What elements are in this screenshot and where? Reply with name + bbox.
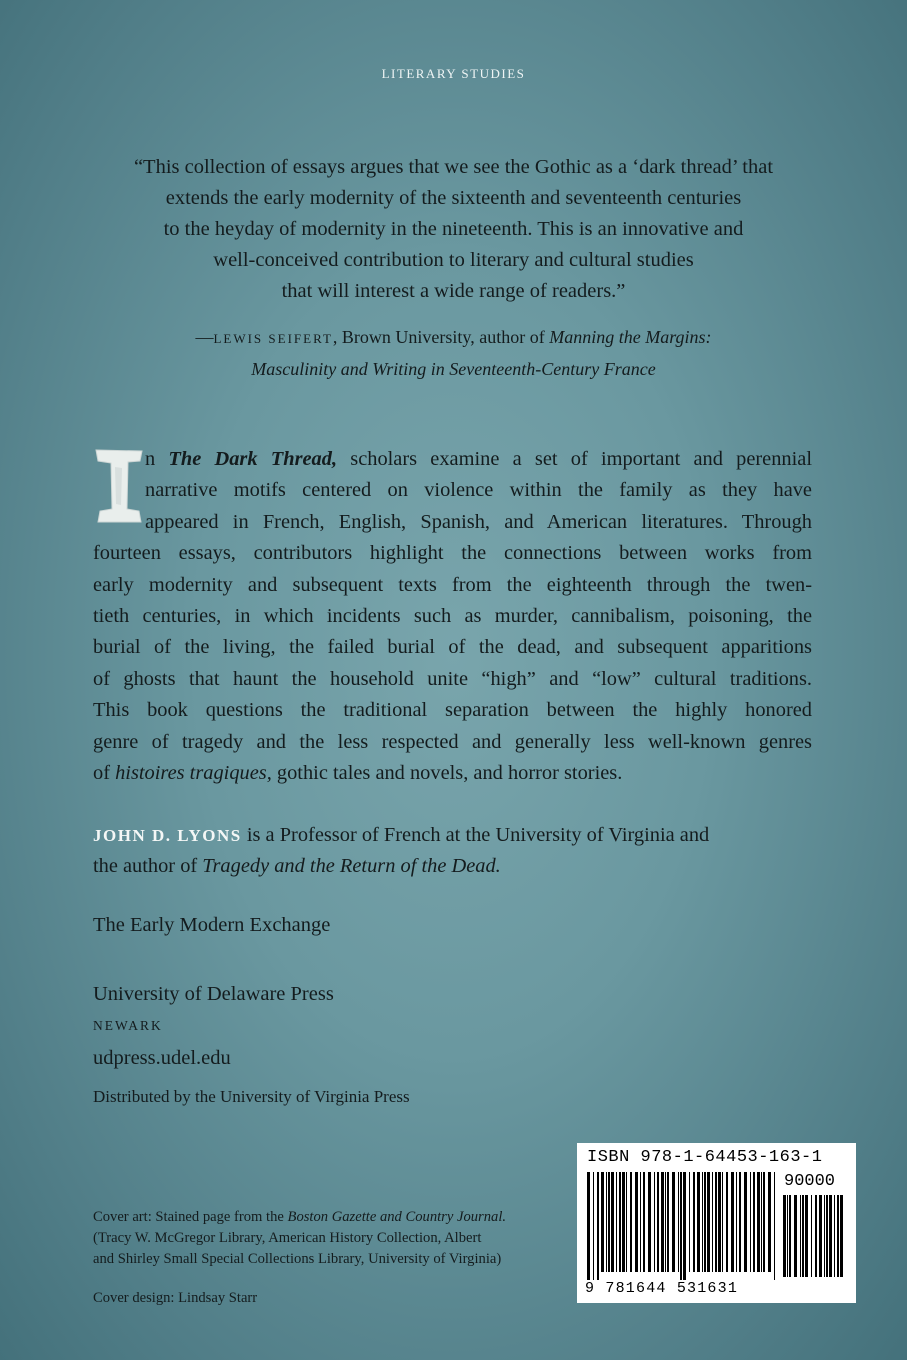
barcode-bar	[654, 1172, 655, 1272]
barcode-bar	[643, 1172, 645, 1272]
publisher-name: University of Delaware Press	[93, 983, 334, 1005]
author-bio: JOHN D. LYONS is a Professor of French at the University of Virginia and the author of Tragedy and the Return of the Dead.	[93, 824, 710, 878]
attribution-dash: —	[195, 327, 214, 347]
barcode-bar	[697, 1172, 700, 1272]
barcode-bar	[683, 1172, 686, 1280]
barcode-bar	[736, 1172, 737, 1272]
barcode-bar	[811, 1195, 812, 1277]
barcode-bar	[630, 1172, 632, 1272]
barcode-bar	[722, 1172, 723, 1272]
barcode-bar	[616, 1172, 617, 1272]
quote-line: “This collection of essays argues that we see the Gothic as a ‘dark thread’ that	[133, 156, 774, 178]
quote-line: that will interest a wide range of readers.”	[281, 280, 626, 302]
barcode-bar	[826, 1195, 828, 1277]
quote-line: to the heyday of modernity in the nineteenth. This is an innovative and	[163, 218, 744, 240]
publisher-url: udpress.udel.edu	[93, 1047, 231, 1069]
description-line: early modernity and subsequent texts from the eighteenth through the twen-	[93, 573, 812, 596]
author-name: JOHN D. LYONS	[93, 826, 242, 845]
barcode-bar	[693, 1172, 695, 1272]
barcode-bar	[763, 1172, 765, 1272]
book-title: The Dark Thread,	[168, 448, 338, 470]
barcode-bar	[819, 1195, 822, 1277]
barcode-bar	[661, 1172, 664, 1272]
addon-barcode-bars	[783, 1195, 845, 1277]
barcode-bar	[715, 1172, 717, 1272]
barcode-bar	[608, 1172, 610, 1272]
barcode-bar	[753, 1172, 755, 1272]
barcode-bar	[726, 1172, 728, 1272]
dropcap-text: I	[118, 507, 120, 508]
barcode-bar	[774, 1172, 775, 1280]
publisher-block	[93, 978, 334, 1074]
barcode-bar	[678, 1172, 679, 1272]
barcode-bar	[606, 1172, 607, 1272]
description-line: appeared in French, English, Spanish, and American literatures. Through	[145, 510, 812, 533]
barcode-bar	[718, 1172, 721, 1272]
barcode-bar	[834, 1195, 835, 1277]
isbn-number: ISBN 978-1-64453-163-1	[587, 1148, 823, 1167]
barcode-bar	[815, 1195, 817, 1277]
barcode-bar	[707, 1172, 710, 1272]
barcode-bar	[587, 1172, 590, 1280]
barcode-bar	[787, 1195, 788, 1277]
barcode-bar	[593, 1172, 594, 1280]
barcode-bar	[824, 1195, 825, 1277]
barcode-bar	[744, 1172, 747, 1272]
barcode-bar	[689, 1172, 690, 1272]
description-line: of ghosts that haunt the household unite “high” and “low” cultural traditions.	[93, 667, 812, 690]
barcode-bar	[597, 1172, 599, 1280]
review-quote	[60, 152, 847, 307]
description-line: This book questions the traditional separation between the highly honored	[93, 699, 812, 722]
distributor: Distributed by the University of Virginia Press	[93, 1087, 410, 1106]
barcode-bar	[619, 1172, 621, 1272]
cover-art-credit: Cover art: Stained page from the Boston Gazette and Country Journal. (Tracy W. McGregor Library, American History Collection, Albert and Shirley Small Special Collections Library, University of Virginia)	[93, 1209, 507, 1267]
barcode-bar	[739, 1172, 741, 1272]
barcode-bar	[667, 1172, 669, 1272]
barcode-bar	[657, 1172, 659, 1272]
reviewer-name: LEWIS SEIFERT	[213, 331, 333, 346]
description-line: n The Dark Thread, scholars examine a set of important and perennial	[145, 448, 812, 470]
ean-number: 9 781644 531631	[585, 1280, 739, 1297]
barcode-bar	[680, 1172, 682, 1280]
book-description	[93, 444, 812, 789]
barcode-bar	[640, 1172, 641, 1272]
barcode-bar	[731, 1172, 734, 1272]
reviewer-affiliation: , Brown University, author of	[332, 327, 550, 347]
barcode-bar	[805, 1195, 808, 1277]
barcode-bar	[800, 1195, 801, 1277]
barcode-bar	[789, 1195, 791, 1277]
barcode-bar	[829, 1195, 832, 1277]
barcode-bar	[761, 1172, 762, 1272]
barcode-bar	[622, 1172, 625, 1272]
author-bio-text: is a Professor of French at the University of Virginia and	[241, 824, 710, 846]
barcode-bar	[611, 1172, 614, 1272]
barcode-bar	[635, 1172, 638, 1272]
barcode-bar	[837, 1195, 839, 1277]
barcode-bar	[783, 1195, 786, 1277]
description-line: tieth centuries, in which incidents such as murder, cannibalism, poisoning, the	[93, 605, 812, 628]
barcode-bar	[840, 1195, 843, 1277]
barcode-bar	[768, 1172, 771, 1272]
barcode-bar	[794, 1195, 797, 1277]
category-label: LITERARY STUDIES	[381, 66, 526, 81]
reviewer-book-title: Manning the Margins:	[549, 327, 712, 347]
cover-design-credit: Cover design: Lindsay Starr	[93, 1290, 258, 1306]
description-line: of histoires tragiques, gothic tales and novels, and horror stories.	[93, 762, 623, 785]
barcode-bar	[601, 1172, 604, 1272]
barcode-bar	[757, 1172, 760, 1272]
author-book-title: Tragedy and the Return of the Dead.	[202, 855, 501, 878]
barcode-bar	[672, 1172, 675, 1272]
barcode-bar	[704, 1172, 706, 1272]
quote-attribution	[40, 322, 867, 384]
barcode-bars	[587, 1172, 777, 1280]
series-name: The Early Modern Exchange	[93, 914, 331, 936]
price-code: 90000	[784, 1172, 836, 1191]
description-line: fourteen essays, contributors highlight the connections between works from	[93, 542, 812, 565]
barcode-bar	[802, 1195, 804, 1277]
barcode-bar	[712, 1172, 713, 1272]
description-line: narrative motifs centered on violence within the family as they have	[145, 479, 812, 502]
publisher-city: NEWARK	[93, 1018, 163, 1033]
barcode-bar	[648, 1172, 651, 1272]
barcode-bar	[702, 1172, 703, 1272]
barcode-bar	[665, 1172, 666, 1272]
quote-line: extends the early modernity of the sixteenth and seventeenth centuries	[165, 187, 742, 209]
barcode-bar	[750, 1172, 751, 1272]
isbn-barcode	[577, 1143, 856, 1303]
barcode-bar	[626, 1172, 627, 1272]
reviewer-book-subtitle: Masculinity and Writing in Seventeenth-Century France	[251, 359, 656, 379]
description-line: genre of tragedy and the less respected and generally less well-known genres	[93, 730, 812, 753]
description-line: burial of the living, the failed burial of the dead, and subsequent apparitions	[93, 636, 812, 659]
quote-line: well-conceived contribution to literary and cultural studies	[213, 249, 694, 271]
